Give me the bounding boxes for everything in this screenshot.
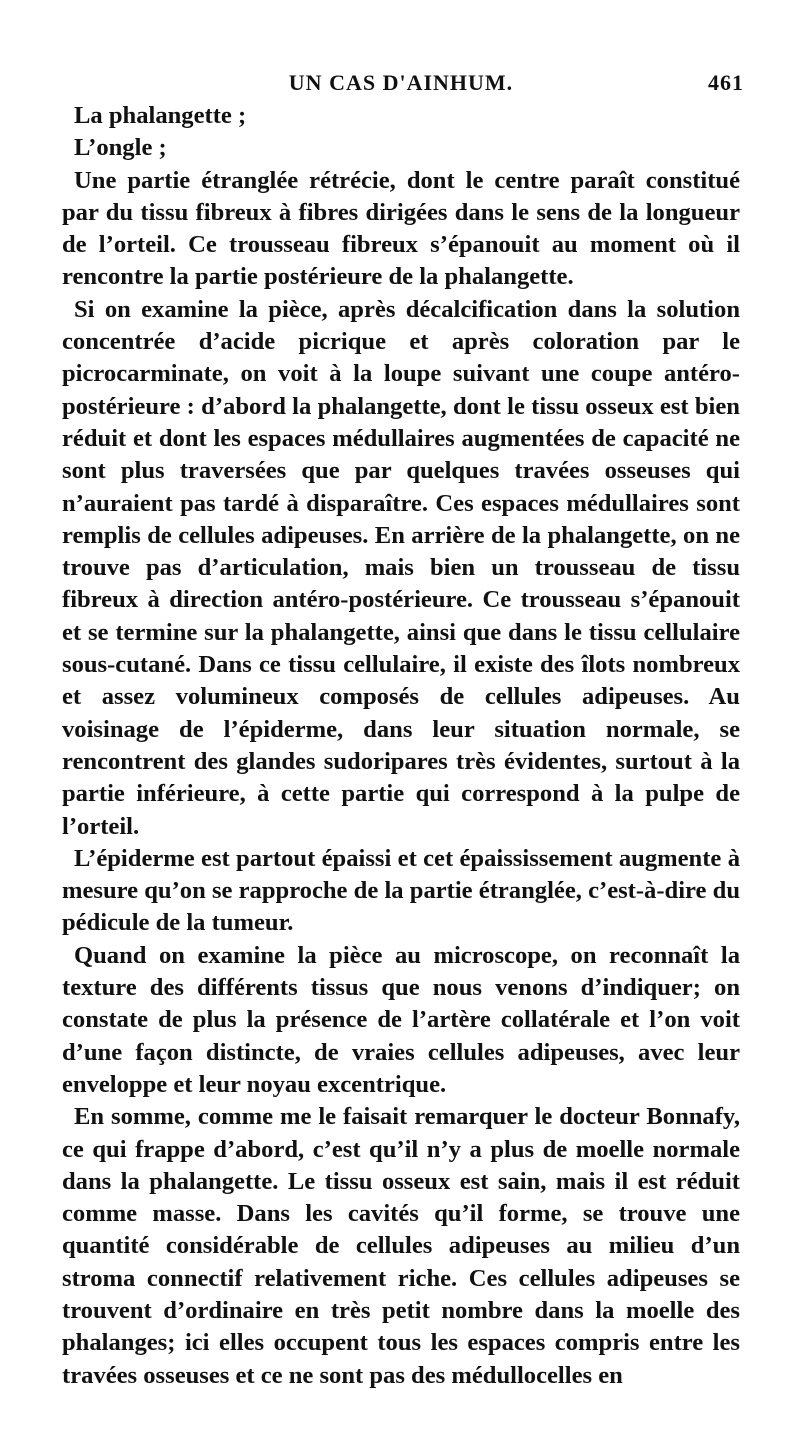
paragraph-epiderme: L’épiderme est partout épaissi et cet épaississement augmente à mesure qu’on se rapproche de la partie étranglée, c’est-à-dire du pédicule de la tumeur. [62,844,740,937]
paragraph-en-somme: En somme, comme me le faisait remarquer le docteur Bonnafy, ce qui frappe d’abord, c’est qu’il n’y a plus de moelle normale dans la phalangette. Le tissu osseux est sain, mais il est réduit comme masse. Dans les cavités qu’il forme, se trouve une quantité considérable de cellules adipeuses au milieu d’un stroma connectif relativement riche. Ces cellules adipeuses se trouvent d’ordinaire en très petit nombre dans la moelle des phalanges; ici elles occupent tous les espaces compris entre les travées osseuses et ce ne sont pas des médullocelles en [62,1103,740,1389]
paragraph-ongle: L’ongle ; [74,134,167,162]
document-page [62,60,744,1392]
running-header [62,60,744,100]
paragraph-partie-etranglee: Une partie étranglée rétrécie, dont le centre paraît constitué par du tissu fibreux à fibres dirigées dans le sens de la longueur de l’orteil. Ce trousseau fibreux s’épanouit au moment où il rencontre la partie postérieure de la phalangette. [62,166,740,291]
paragraph-microscope: Quand on examine la pièce au microscope, on reconnaît la texture des différents tissus que nous venons d’indiquer; on constate de plus la présence de l’artère collatérale et l’on voit d’une façon distincte, de vraies cellules adipeuses, avec leur enveloppe et leur noyau excentrique. [62,941,740,1098]
paragraph-phalangette: La phalangette ; [74,102,247,129]
running-title: UN CAS D'AINHUM. [288,70,514,95]
paragraph-examen-piece: Si on examine la pièce, après décalcification dans la solution concentrée d’acide picrique et après coloration par le picrocarminate, on voit à la loupe suivant une coupe antéro-postérieure : d’abord la phalangette, dont le tissu osseux est bien réduit et dont les espaces médullaires augmentées de capacité ne sont plus traversées que par quelques travées osseuses qui n’auraient pas tardé à disparaître. Ces espaces médullaires sont remplis de cellules adipeuses. En arrière de la phalangette, on ne trouve pas d’articulation, mais bien un trousseau de tissu fibreux à direction antéro-postérieure. Ce trousseau s’épanouit et se termine sur la phalangette, ainsi que dans le tissu cellulaire sous-cutané. Dans ce tissu cellulaire, il existe des îlots nombreux et assez volumineux composés de cellules adipeuses. Au voisinage de l’épiderme, dans leur situation normale, se rencontrent des glandes sudoripares très évidentes, surtout à la partie inférieure, à cette partie qui correspond à la pulpe de l’orteil. [62,295,740,840]
page-number: 461 [708,70,744,95]
body-text [62,100,740,1392]
